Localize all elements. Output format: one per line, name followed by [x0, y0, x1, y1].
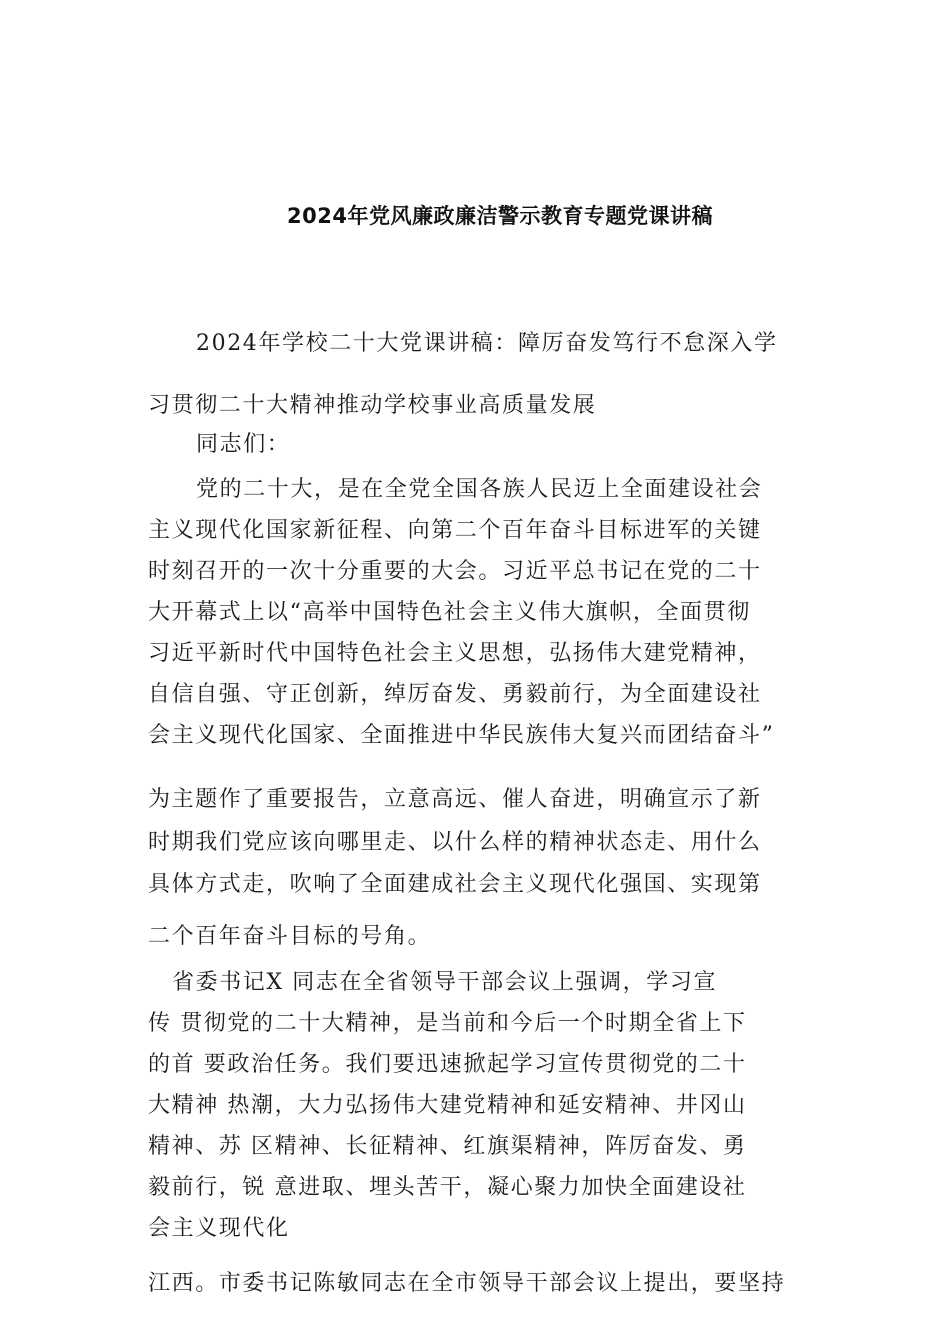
paragraph-line: 精神、苏 区精神、长征精神、红旗渠精神，阵厉奋发、勇 — [148, 1134, 747, 1159]
paragraph-line: 党的二十大，是在全党全国各族人民迈上全面建设社会 — [196, 477, 763, 502]
paragraph-line: 习近平新时代中国特色社会主义思想，弘扬伟大建党精神， — [148, 641, 762, 666]
paragraph-line: 二个百年奋斗目标的号角。 — [148, 924, 432, 949]
paragraph-line: 传 贯彻党的二十大精神，是当前和今后一个时期全省上下 — [148, 1011, 747, 1036]
subtitle-line: 2024年学校二十大党课讲稿：障厉奋发笃行不怠深入学 — [196, 331, 778, 356]
paragraph-line: 大开幕式上以“高举中国特色社会主义伟大旗帜，全面贯彻 — [148, 600, 751, 625]
paragraph-line: 的首 要政治任务。我们要迅速掀起学习宣传贯彻党的二十 — [148, 1052, 747, 1077]
document-title: 2024年党风廉政廉洁警示教育专题党课讲稿 — [287, 204, 713, 228]
salutation: 同志们： — [196, 432, 291, 457]
paragraph-line: 为主题作了重要报告，立意高远、催人奋进，明确宣示了新 — [148, 787, 762, 812]
paragraph-line: 具体方式走，吹响了全面建成社会主义现代化强国、实现第 — [148, 872, 762, 897]
paragraph-line: 大精神 热潮，大力弘扬伟大建党精神和延安精神、井冈山 — [148, 1093, 747, 1118]
paragraph-line: 时期我们党应该向哪里走、以什么样的精神状态走、用什么 — [148, 830, 762, 855]
subtitle-line: 习贯彻二十大精神推动学校事业高质量发展 — [148, 393, 597, 418]
paragraph-line: 时刻召开的一次十分重要的大会。习近平总书记在党的二十 — [148, 559, 762, 584]
paragraph-line: 主义现代化国家新征程、向第二个百年奋斗目标进军的关键 — [148, 518, 762, 543]
paragraph-line: 江西。市委书记陈敏同志在全市领导干部会议上提出，要坚持 — [148, 1271, 786, 1296]
paragraph-line: 毅前行，锐 意进取、埋头苦干，凝心聚力加快全面建设社 — [148, 1175, 747, 1200]
paragraph-line: 会主义现代化国家、全面推进中华民族伟大复兴而团结奋斗” — [148, 723, 775, 748]
paragraph-line: 省委书记X 同志在全省领导干部会议上强调，学习宣 — [172, 970, 718, 995]
paragraph-line: 会主义现代化 — [148, 1216, 290, 1241]
paragraph-line: 自信自强、守正创新，绰厉奋发、勇毅前行，为全面建设社 — [148, 682, 762, 707]
